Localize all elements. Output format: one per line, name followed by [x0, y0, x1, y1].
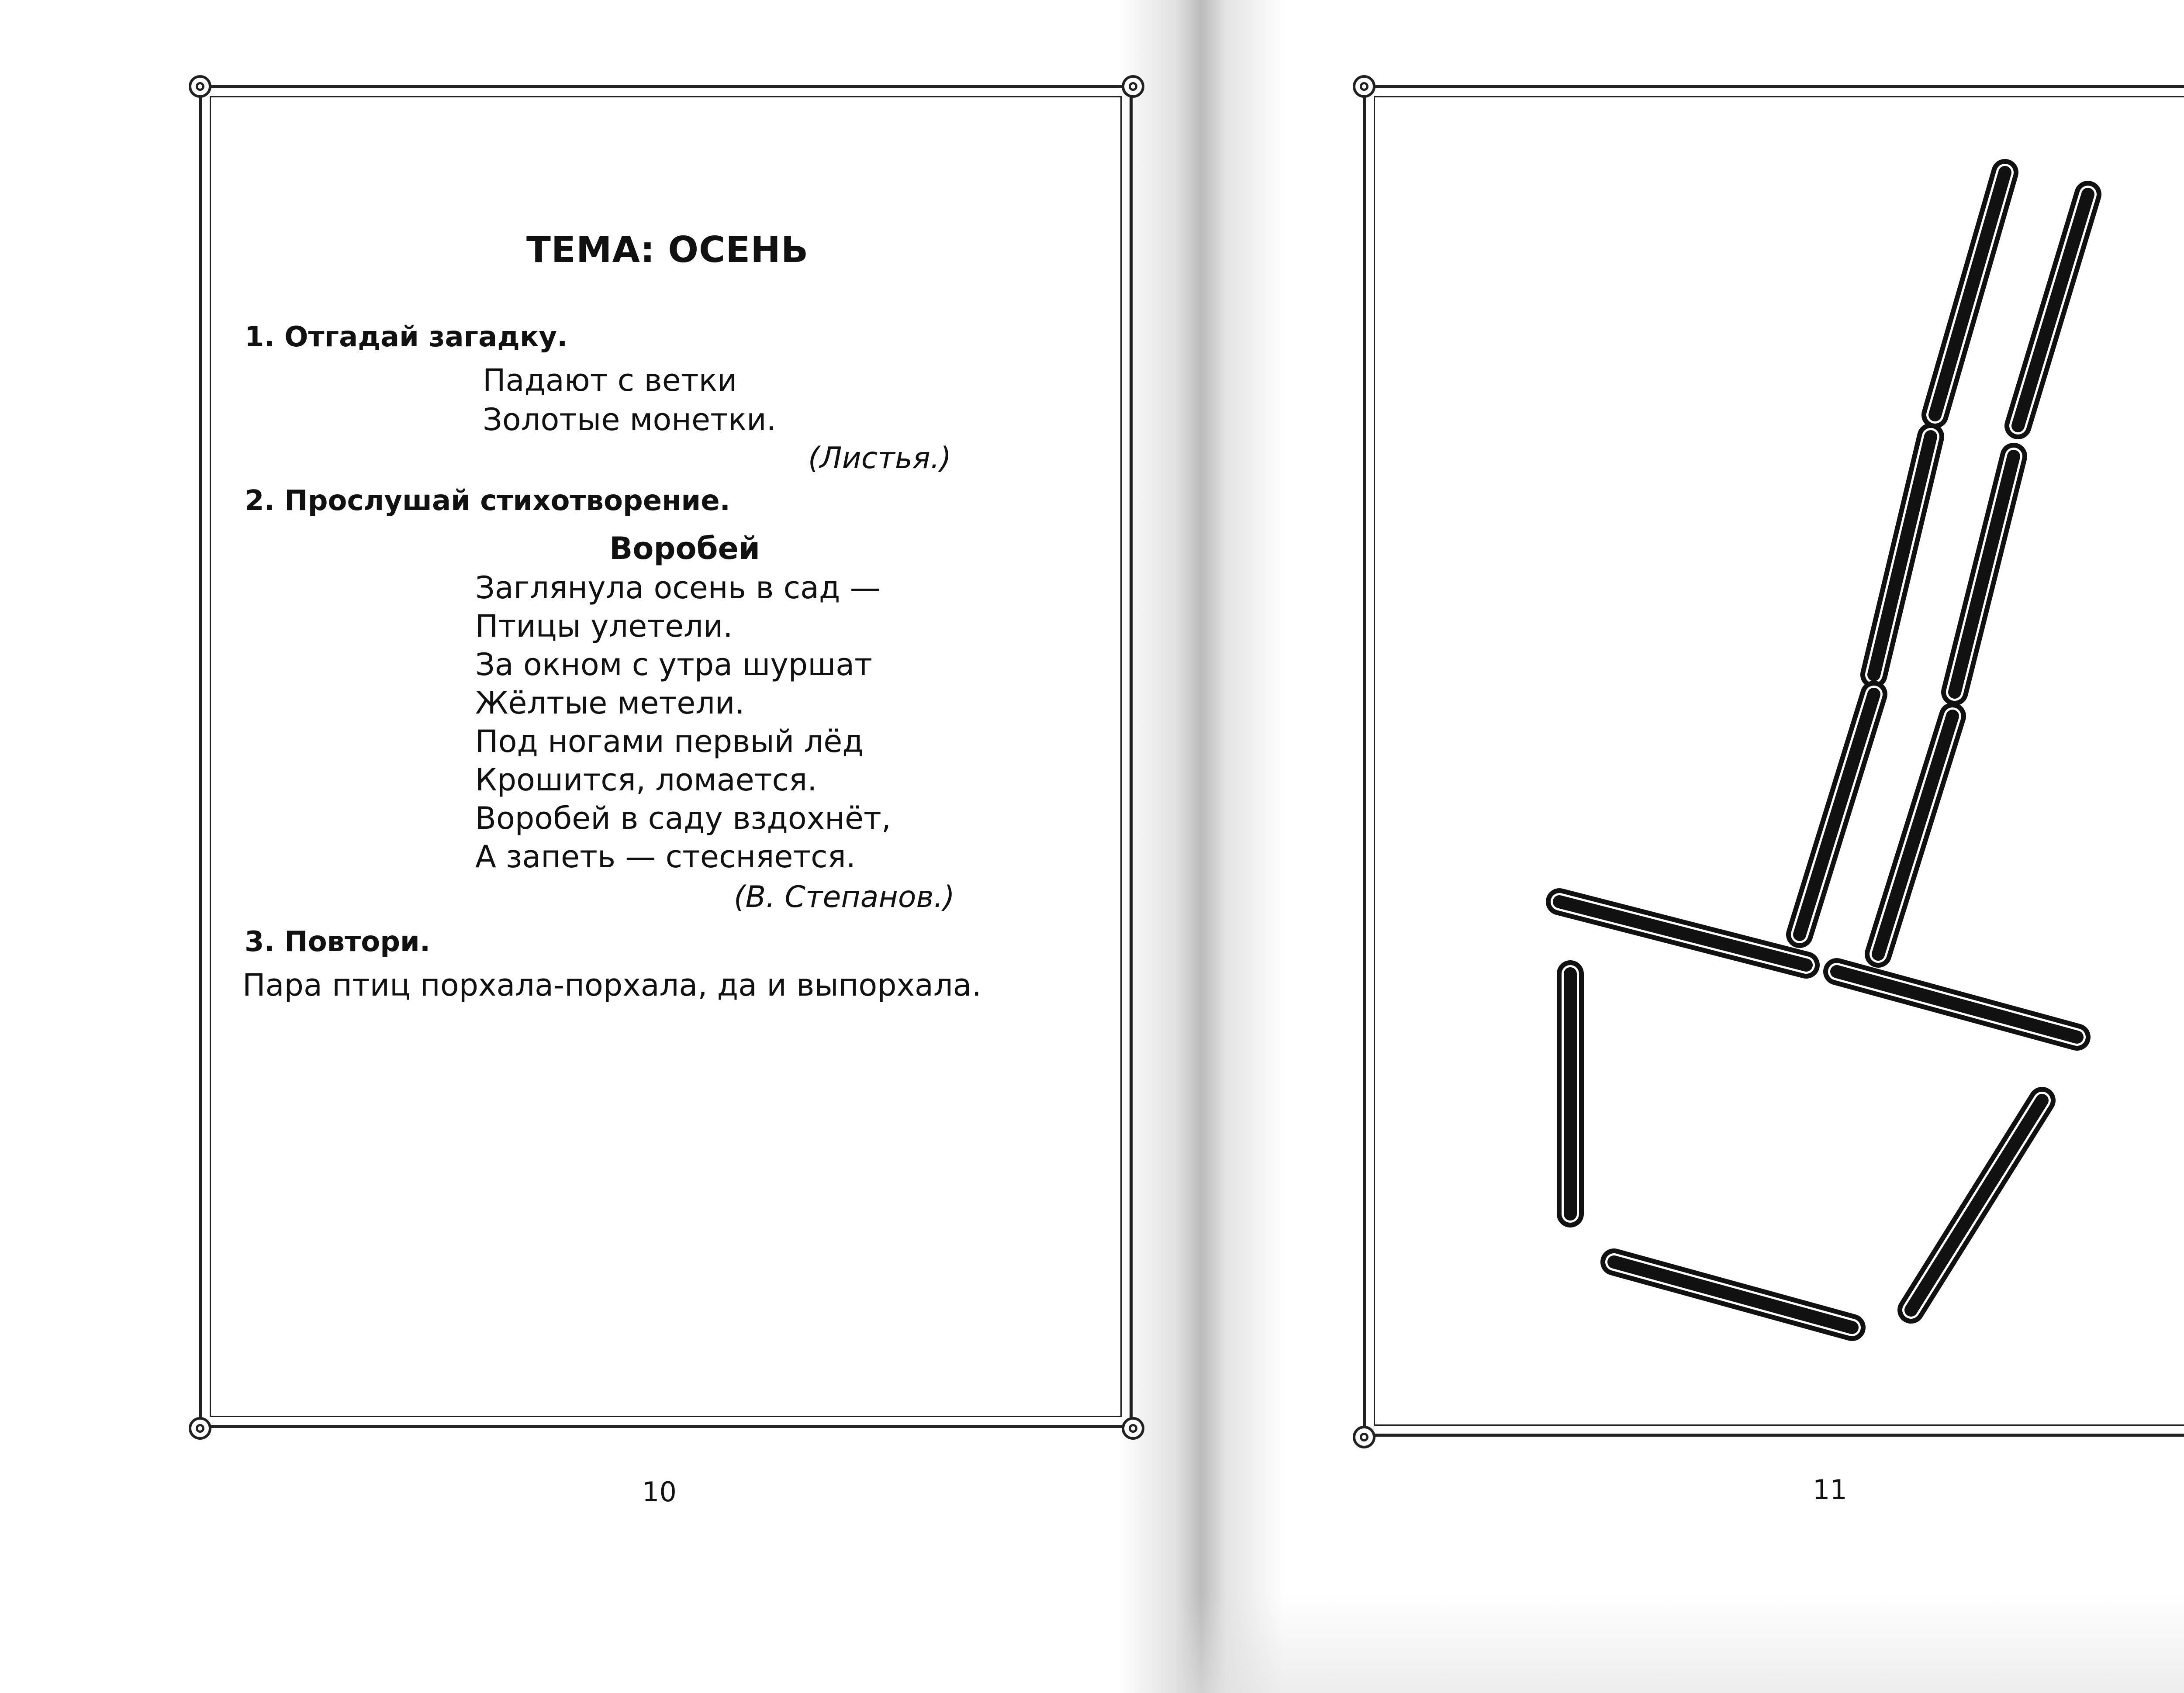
- task-1-heading: 1. Отгадай загадку.: [245, 321, 568, 353]
- poem-line: Жёлтые метели.: [475, 685, 745, 721]
- counting-stick: [1874, 437, 1931, 675]
- riddle-line: Падают с ветки: [483, 362, 737, 398]
- poem-title: Воробей: [609, 531, 760, 566]
- riddle-answer: (Листья.): [808, 441, 951, 476]
- poem-author: (В. Степанов.): [734, 880, 955, 914]
- page-title: ТЕМА: ОСЕНЬ: [526, 229, 809, 271]
- tongue-twister: Пара птиц порхала-порхала, да и выпорхала.: [242, 967, 981, 1003]
- poem-line: За окном с утра шуршат: [475, 647, 872, 683]
- counting-stick: [1911, 1100, 2042, 1310]
- page-number-right: 11: [1813, 1474, 1847, 1506]
- poem-line: Воробей в саду вздохнёт,: [475, 800, 892, 836]
- counting-stick: [1837, 972, 2077, 1037]
- task-2-heading: 2. Прослушай стихотворение.: [245, 485, 730, 517]
- poem-line: Под ногами первый лёд: [475, 724, 864, 759]
- counting-stick: [1878, 716, 1952, 954]
- poem-line: А запеть — стесняется.: [475, 839, 856, 875]
- page-number-left: 10: [642, 1476, 677, 1508]
- counting-stick: [1559, 902, 1806, 965]
- counting-stick: [1935, 172, 2005, 415]
- riddle-line: Золотые монетки.: [483, 402, 776, 438]
- counting-stick: [1800, 694, 1874, 934]
- poem-line: Птицы улетели.: [475, 608, 733, 644]
- counting-stick: [1955, 456, 2014, 692]
- counting-stick: [1614, 1262, 1852, 1328]
- poem-line: Крошится, ломается.: [475, 762, 817, 798]
- poem-line: Заглянула осень в сад —: [475, 570, 881, 606]
- counting-stick: [2018, 194, 2088, 426]
- task-3-heading: 3. Повтори.: [245, 926, 431, 958]
